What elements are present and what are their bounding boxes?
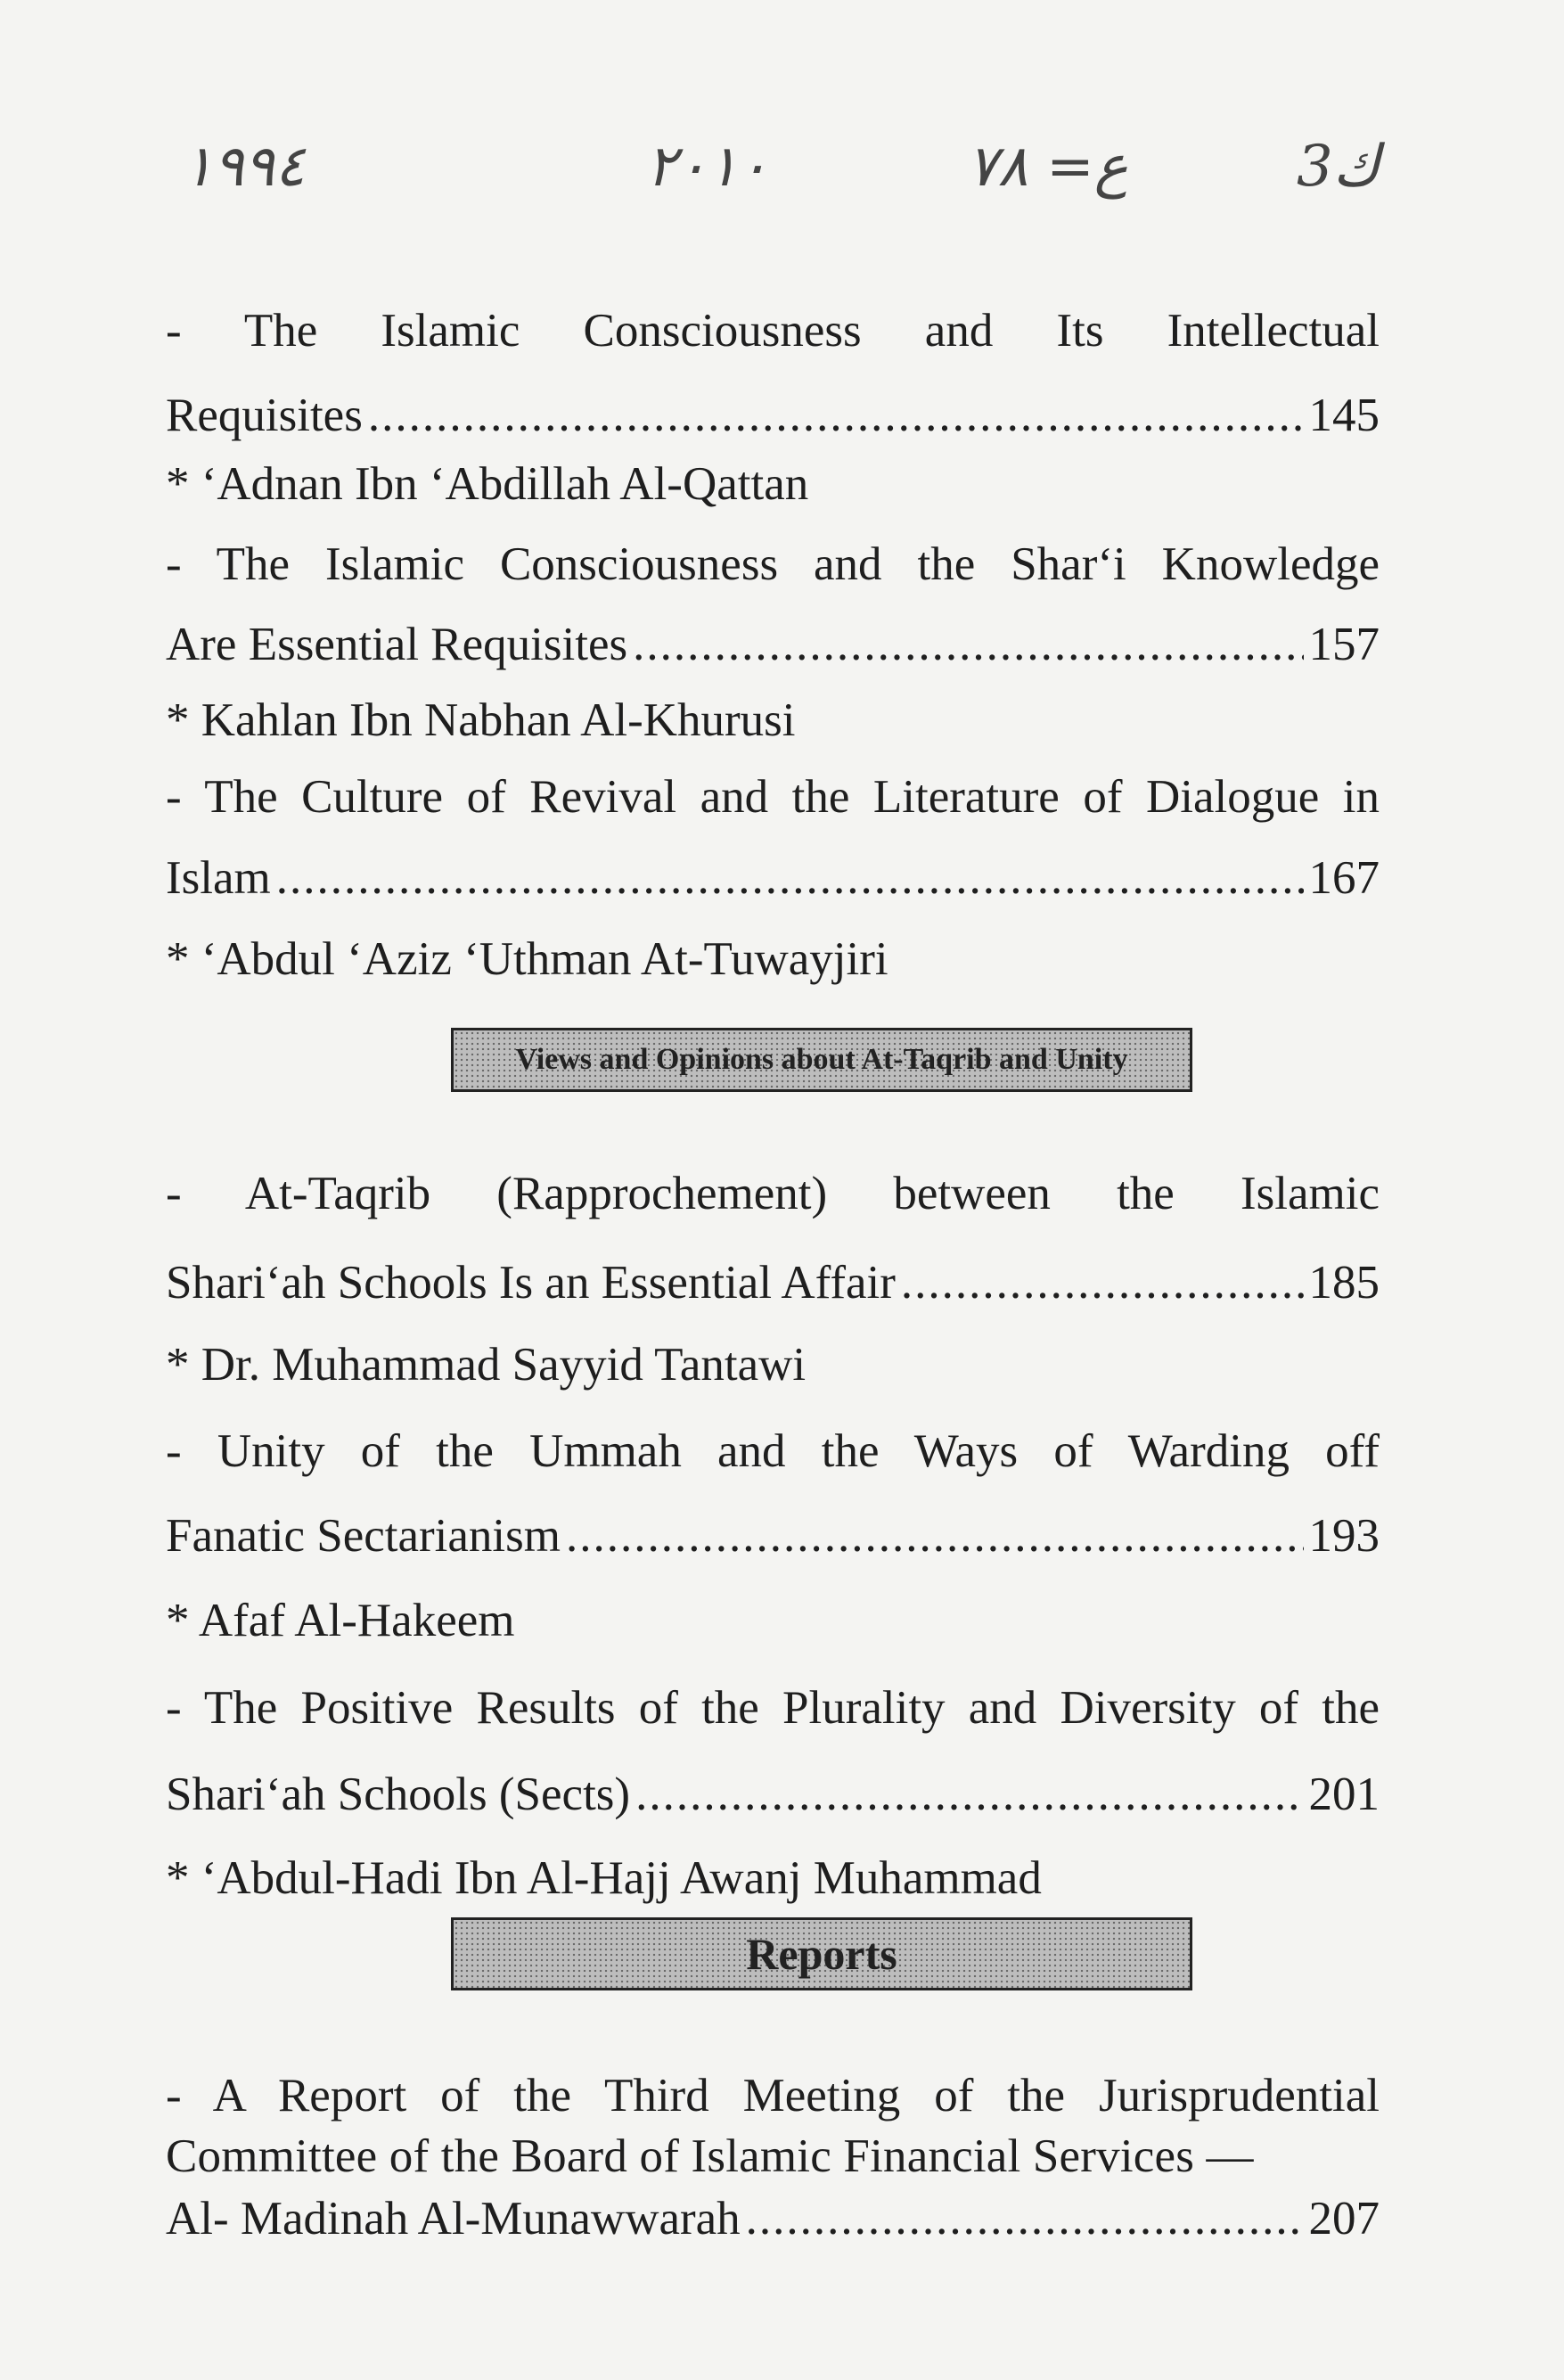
toc-entry-title-cont: Committee of the Board of Islamic Financial Services — bbox=[166, 2130, 1254, 2182]
page-number: 145 bbox=[1308, 390, 1380, 441]
toc-entry-title: - The Islamic Consciousness and Its Intellectual bbox=[166, 305, 1380, 357]
toc-entry-author: * Dr. Muhammad Sayyid Tantawi bbox=[166, 1339, 807, 1391]
toc-entry-title-end: Are Essential Requisites bbox=[166, 619, 628, 670]
dot-leader bbox=[633, 621, 1303, 669]
toc-entry-title: - At-Taqrib (Rapprochement) between the Islamic bbox=[166, 1168, 1380, 1219]
page-number: 207 bbox=[1308, 2193, 1380, 2245]
handwritten-mark-3: ع= ٧٨ bbox=[967, 134, 1128, 200]
handwritten-mark-1: ١٩٩٤ bbox=[183, 134, 306, 200]
toc-entry-title-end: Fanatic Sectarianism bbox=[166, 1510, 561, 1562]
section-banner-views: Views and Opinions about At-Taqrib and Unity bbox=[451, 1028, 1192, 1092]
toc-entry-line[interactable] bbox=[166, 1510, 1380, 1562]
toc-entry-line[interactable] bbox=[166, 852, 1380, 904]
toc-entry-title: - The Positive Results of the Plurality and Diversity of the bbox=[166, 1682, 1380, 1734]
toc-entry-author: * ‘Abdul ‘Aziz ‘Uthman At-Tuwayjiri bbox=[166, 933, 888, 985]
page-number: 185 bbox=[1308, 1257, 1380, 1309]
dot-leader bbox=[746, 2195, 1304, 2243]
toc-entry-author: * ‘Adnan Ibn ‘Abdillah Al-Qattan bbox=[166, 458, 809, 510]
page-number: 193 bbox=[1308, 1510, 1380, 1562]
dot-leader bbox=[635, 1771, 1303, 1818]
dot-leader bbox=[566, 1513, 1304, 1560]
dot-leader bbox=[368, 392, 1304, 439]
toc-entry-title-end: Requisites bbox=[166, 390, 363, 441]
toc-entry-title: - Unity of the Ummah and the Ways of Warding off bbox=[166, 1425, 1380, 1477]
toc-entry-title-end: Islam bbox=[166, 852, 271, 904]
handwritten-mark-2: ٢٠١٠ bbox=[646, 134, 769, 200]
handwritten-mark-4: ك3 bbox=[1297, 134, 1380, 200]
toc-entry-title: - The Islamic Consciousness and the Shar‘i Knowledge bbox=[166, 538, 1380, 590]
page-number: 167 bbox=[1308, 852, 1380, 904]
toc-entry-line[interactable] bbox=[166, 621, 1380, 669]
toc-entry-author: * ‘Abdul-Hadi Ibn Al-Hajj Awanj Muhammad bbox=[166, 1852, 1042, 1904]
dot-leader bbox=[901, 1260, 1304, 1307]
toc-entry-author: * Afaf Al-Hakeem bbox=[166, 1595, 515, 1646]
toc-entry-title: - A Report of the Third Meeting of the Jurisprudential bbox=[166, 2070, 1380, 2121]
toc-entry-title-end: Al- Madinah Al-Munawwarah bbox=[166, 2193, 741, 2245]
toc-entry-title: - The Culture of Revival and the Literature of Dialogue in bbox=[166, 771, 1380, 823]
dot-leader bbox=[276, 855, 1304, 902]
toc-entry-line[interactable] bbox=[166, 1771, 1380, 1818]
section-banner-reports: Reports bbox=[451, 1917, 1192, 1990]
toc-entry-line[interactable] bbox=[166, 392, 1380, 439]
page-number: 157 bbox=[1308, 619, 1380, 670]
toc-entry-title-end: Shari‘ah Schools (Sects) bbox=[166, 1769, 631, 1820]
toc-entry-line[interactable] bbox=[166, 2195, 1380, 2243]
toc-entry-title-end: Shari‘ah Schools Is an Essential Affair bbox=[166, 1257, 896, 1309]
toc-entry-author: * Kahlan Ibn Nabhan Al-Khurusi bbox=[166, 694, 796, 746]
toc-entry-line[interactable] bbox=[166, 1257, 1380, 1309]
page-number: 201 bbox=[1308, 1769, 1380, 1820]
